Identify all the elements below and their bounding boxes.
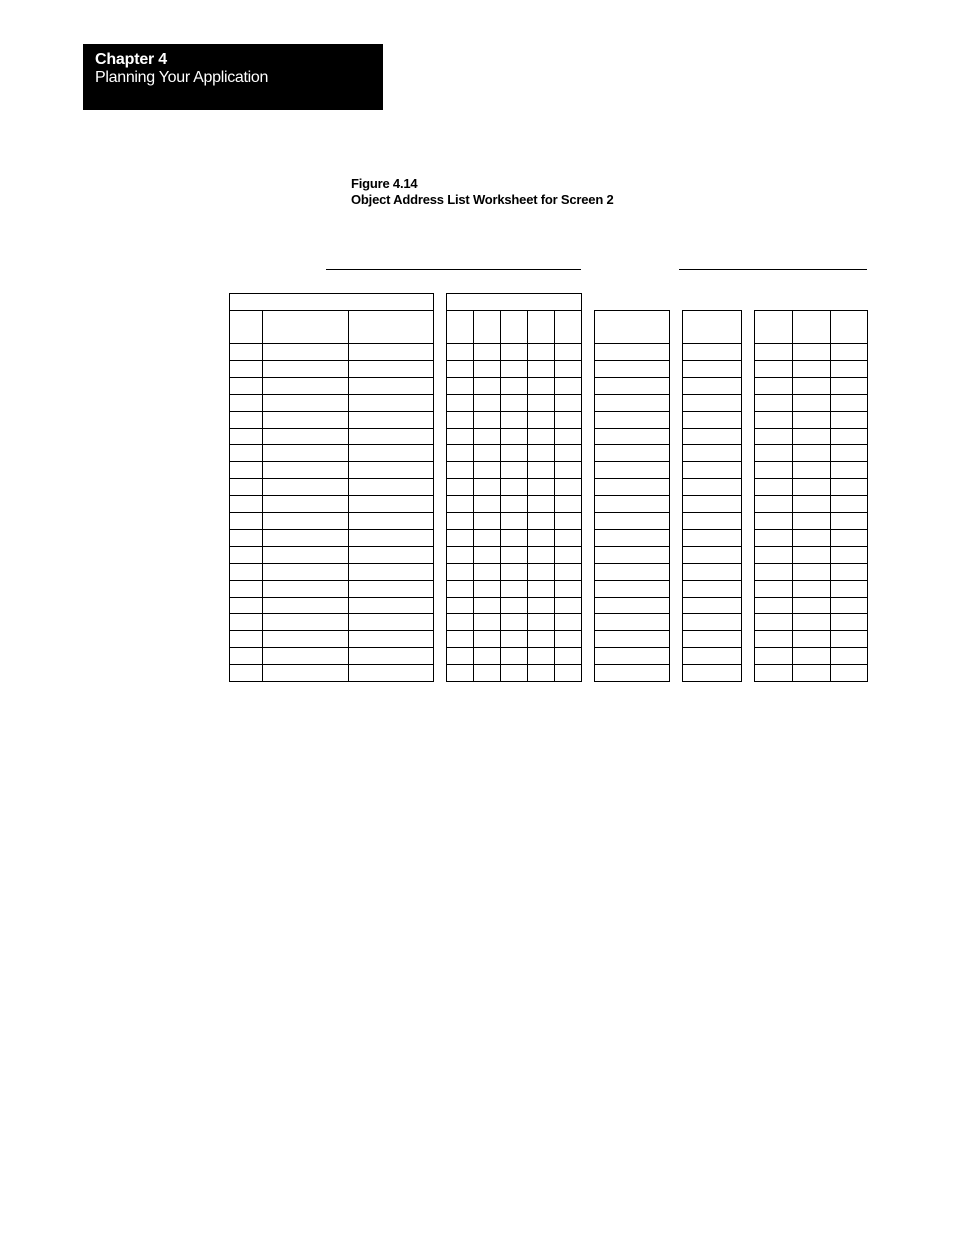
- table-row: [682, 597, 741, 598]
- table-row: [594, 394, 669, 395]
- table-row: [754, 343, 867, 344]
- table-row: [682, 411, 741, 412]
- table-row: [229, 512, 433, 513]
- table-row: [754, 495, 867, 496]
- group-4-frame: [682, 310, 742, 682]
- table-row: [754, 444, 867, 445]
- table-row: [229, 360, 433, 361]
- chapter-title: Planning Your Application: [95, 69, 269, 86]
- table-row: [446, 343, 581, 344]
- table-row: [446, 664, 581, 665]
- table-row: [594, 512, 669, 513]
- table-row: [229, 546, 433, 547]
- table-row: [446, 630, 581, 631]
- table-row: [594, 343, 669, 344]
- table-row: [446, 529, 581, 530]
- table-row: [446, 360, 581, 361]
- table-row: [594, 411, 669, 412]
- table-row: [754, 512, 867, 513]
- table-row: [594, 360, 669, 361]
- table-row: [229, 597, 433, 598]
- table-row: [446, 613, 581, 614]
- table-row: [682, 428, 741, 429]
- group-1-header-band-line: [229, 310, 433, 311]
- table-row: [594, 580, 669, 581]
- table-row: [682, 563, 741, 564]
- table-row: [754, 563, 867, 564]
- table-row: [446, 428, 581, 429]
- table-row: [594, 563, 669, 564]
- table-row: [682, 630, 741, 631]
- table-row: [446, 495, 581, 496]
- table-row: [446, 461, 581, 462]
- table-row: [594, 377, 669, 378]
- group-2-header-band-line: [446, 310, 581, 311]
- table-row: [229, 529, 433, 530]
- table-row: [229, 461, 433, 462]
- table-row: [446, 563, 581, 564]
- table-row: [446, 444, 581, 445]
- table-row: [754, 664, 867, 665]
- table-row: [446, 647, 581, 648]
- table-row: [754, 630, 867, 631]
- table-row: [229, 563, 433, 564]
- table-row: [682, 343, 741, 344]
- table-row: [754, 377, 867, 378]
- table-row: [229, 394, 433, 395]
- table-row: [594, 495, 669, 496]
- table-row: [446, 580, 581, 581]
- figure-caption: [351, 176, 614, 208]
- table-row: [446, 411, 581, 412]
- table-row: [682, 360, 741, 361]
- table-row: [754, 360, 867, 361]
- chapter-number: Chapter 4: [95, 51, 167, 68]
- table-row: [682, 529, 741, 530]
- table-row: [446, 546, 581, 547]
- group-2-frame: [446, 293, 582, 682]
- table-row: [594, 478, 669, 479]
- table-row: [229, 428, 433, 429]
- table-row: [682, 478, 741, 479]
- table-row: [229, 411, 433, 412]
- table-row: [229, 377, 433, 378]
- table-row: [594, 630, 669, 631]
- figure-title: Object Address List Worksheet for Screen 2: [351, 192, 614, 207]
- table-row: [682, 580, 741, 581]
- table-row: [446, 478, 581, 479]
- table-row: [754, 546, 867, 547]
- table-row: [229, 613, 433, 614]
- table-row: [682, 546, 741, 547]
- group-1-frame: [229, 293, 434, 682]
- table-row: [594, 461, 669, 462]
- table-row: [682, 461, 741, 462]
- table-row: [682, 647, 741, 648]
- group-3-frame: [594, 310, 670, 682]
- group-5-frame: [754, 310, 868, 682]
- table-row: [594, 647, 669, 648]
- table-row: [682, 613, 741, 614]
- table-row: [229, 664, 433, 665]
- table-row: [682, 495, 741, 496]
- table-row: [229, 580, 433, 581]
- table-row: [682, 394, 741, 395]
- table-row: [446, 512, 581, 513]
- table-row: [594, 444, 669, 445]
- table-row: [682, 512, 741, 513]
- table-row: [229, 444, 433, 445]
- table-row: [229, 478, 433, 479]
- table-row: [446, 394, 581, 395]
- table-row: [594, 546, 669, 547]
- table-row: [754, 613, 867, 614]
- table-row: [754, 394, 867, 395]
- table-row: [754, 529, 867, 530]
- table-row: [229, 495, 433, 496]
- table-row: [754, 580, 867, 581]
- table-row: [594, 597, 669, 598]
- table-row: [446, 377, 581, 378]
- table-row: [754, 478, 867, 479]
- table-row: [229, 343, 433, 344]
- chapter-header: [83, 44, 383, 110]
- table-row: [754, 411, 867, 412]
- table-row: [594, 664, 669, 665]
- table-row: [754, 597, 867, 598]
- table-row: [682, 377, 741, 378]
- table-row: [229, 630, 433, 631]
- table-row: [594, 613, 669, 614]
- figure-number: Figure 4.14: [351, 176, 418, 191]
- table-row: [229, 647, 433, 648]
- table-row: [682, 664, 741, 665]
- table-row: [754, 647, 867, 648]
- fill-in-line-left: [326, 269, 581, 270]
- table-row: [594, 529, 669, 530]
- table-row: [446, 597, 581, 598]
- table-row: [754, 428, 867, 429]
- table-row: [682, 444, 741, 445]
- table-row: [594, 428, 669, 429]
- fill-in-line-right: [679, 269, 867, 270]
- table-row: [754, 461, 867, 462]
